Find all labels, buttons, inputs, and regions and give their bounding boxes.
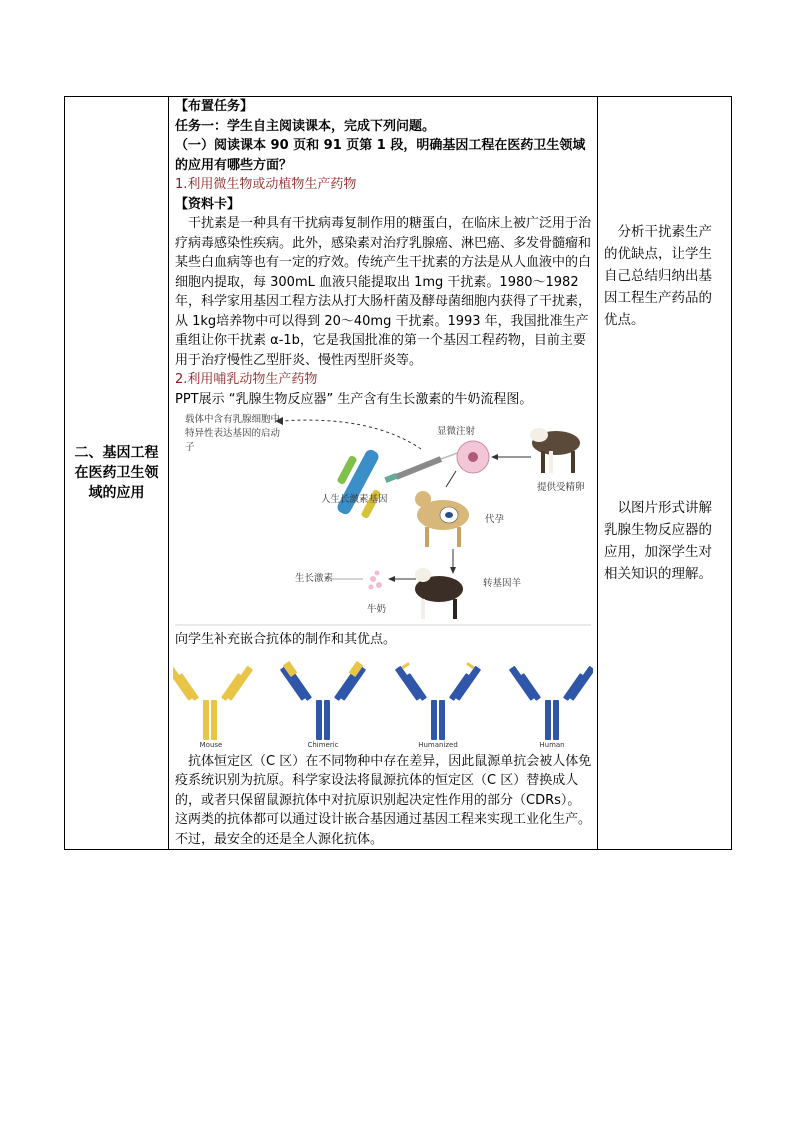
- question-one: （一）阅读课本 90 页和 91 页第 1 段，明确基因工程在医药卫生领域的应用有哪些方面？: [175, 138, 586, 173]
- dashed-arrow: [281, 420, 421, 449]
- note-interferon: 分析干扰素生产的优缺点，让学生自己总结归纳出基因工程生产药品的优点。: [604, 224, 712, 328]
- antibody-label-mouse: Mouse: [199, 740, 223, 749]
- point-one-text: 1.利用微生物或动植物生产药物: [175, 177, 357, 192]
- antibody-label-human: Human: [539, 740, 565, 749]
- chimeric-intro: 向学生补充嵌合抗体的制作和其优点。: [175, 632, 397, 647]
- human-antibody-icon: [509, 665, 593, 739]
- transgenic-label: 转基因羊: [483, 578, 522, 589]
- antibody-label-humanized: Humanized: [418, 740, 458, 749]
- humanized-antibody-icon: [395, 662, 481, 740]
- mouse-antibody-icon: [173, 665, 253, 739]
- lesson-table: [64, 96, 732, 850]
- antibody-text: 抗体恒定区（C 区）在不同物种中存在差异，因此鼠源单抗会被人体免疫系统识别为抗原。科学家设法将鼠源抗体的恒定区（C 区）替换成人的，或者只保留鼠源抗体中对抗原识别起决定性作用的部分（CDRs）。这两类的抗体都可以通过设计嵌合基因通过基因工程来实现工业化生产。不过，最安全的还是全人源化抗体。: [175, 753, 592, 847]
- card-title: 【资料卡】: [175, 196, 241, 212]
- antibody-diagram: [173, 650, 593, 750]
- egg-label: 提供受精卵: [537, 482, 585, 493]
- point-two: [175, 370, 593, 390]
- content-cell: [169, 97, 598, 850]
- row-label-cell: [65, 97, 169, 850]
- notes-cell: [598, 97, 732, 850]
- task-heading: 【布置任务】: [175, 99, 254, 114]
- promoter-label: 载体中含有乳腺细胞中特异性表达基因的启动子: [185, 414, 281, 453]
- microinjection-label: 显微注射: [437, 426, 476, 437]
- chimeric-antibody-icon: [280, 660, 366, 739]
- point-one: [175, 175, 593, 195]
- card-text: 干扰素是一种具有干扰病毒复制作用的糖蛋白，在临床上被广泛用于治疗病毒感染性疾病。此外，感染素对治疗乳腺癌、淋巴癌、多发骨髓瘤和某些白血病等也有一定的疗效。传统产生干扰素的方法是从人血液中的白细胞内提取，每 300mL 血液只能提取出 1mg 干扰素。1980～1982 年，科学家用基因工程方法从打大肠杆菌及酵母菌细胞内获得了干扰素，从 1kg培养物中可以得到 20～40mg 干扰素。1993 年，我国批准生产重组让你干扰素 α-1b，它是我国批准的第一个基因工程药物，目前主要用于治疗慢性乙型肝炎、慢性丙型肝炎等。: [175, 216, 592, 368]
- row-label: 二、基因工程在医药卫生领域的应用: [74, 445, 159, 501]
- hormone-label: 生长激素: [295, 573, 334, 584]
- antibody-label-chimeric: Chimeric: [307, 740, 339, 749]
- surrogate-label: 代孕: [485, 514, 505, 525]
- note-bioreactor: 以图片形式讲解乳腺生物反应器的应用，加深学生对相关知识的理解。: [604, 500, 712, 582]
- milk-label: 牛奶: [367, 604, 387, 615]
- antibody-figure: [173, 650, 593, 750]
- surrogate-goat-icon: [415, 491, 469, 547]
- ppt-text: PPT展示 “乳腺生物反应器” 生产含有生长激素的牛奶流程图。: [175, 391, 533, 407]
- gene-label: 人生长激素基因: [321, 494, 388, 505]
- point-two-text: 2.利用哺乳动物生产药物: [175, 372, 318, 387]
- transgenic-goat-icon: [415, 568, 463, 619]
- arrow-down-1: [446, 471, 456, 487]
- mammary-bioreactor-figure: [171, 409, 591, 627]
- gene-rod-icon: [335, 448, 381, 519]
- task-one: 任务一：学生自主阅读课本，完成下列问题。: [175, 118, 436, 134]
- donor-goat-icon: [530, 428, 580, 473]
- milk-droplets-icon: [369, 571, 383, 590]
